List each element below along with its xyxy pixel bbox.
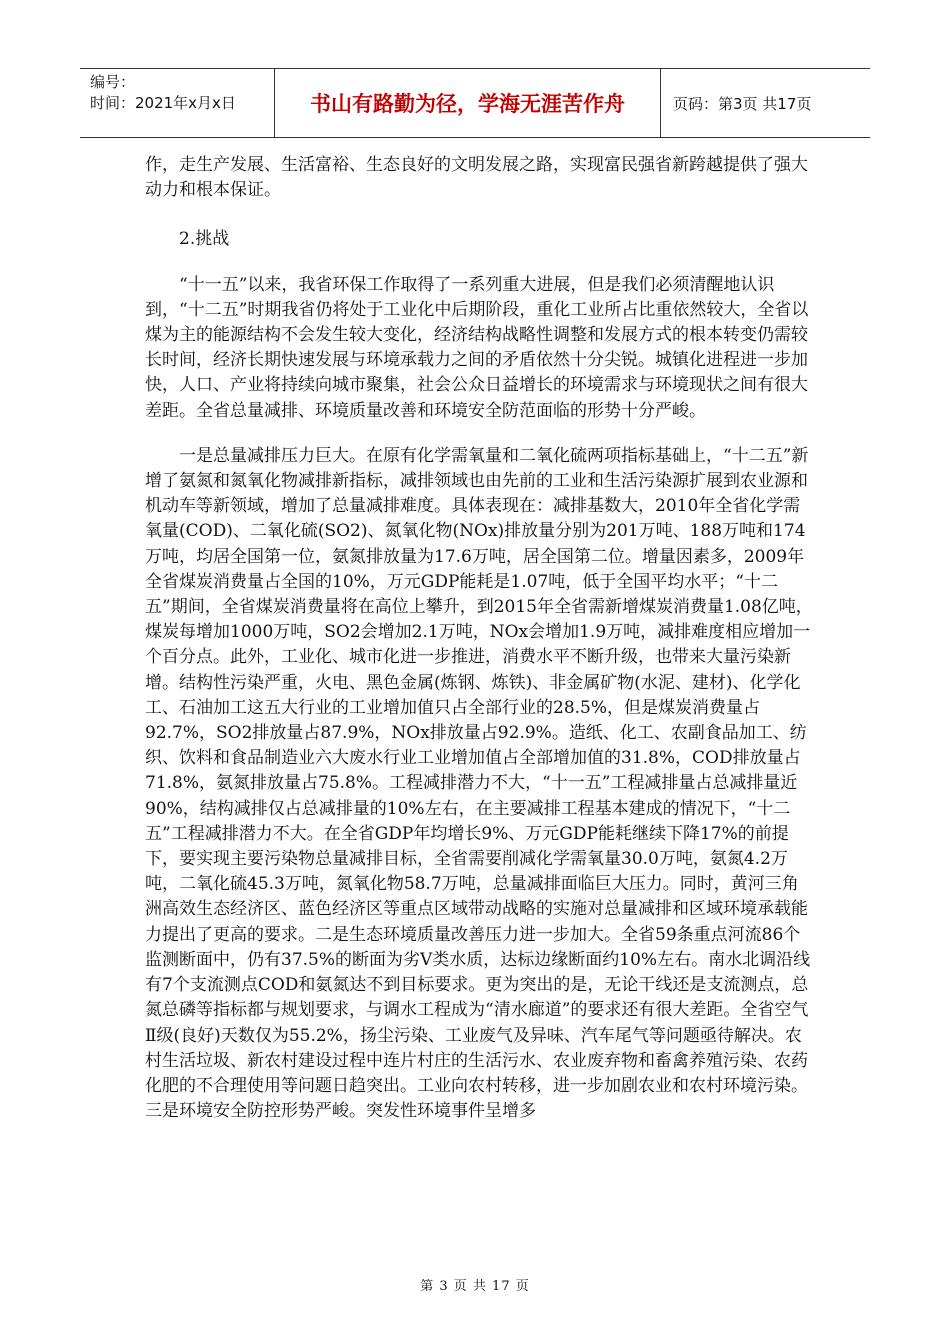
page-footer: 第 3 页 共 17 页 xyxy=(420,1279,530,1294)
paragraph-emission-reduction: 一是总量减排压力巨大。在原有化学需氧量和二氧化硫两项指标基础上，“十二五”新增了氨氮和氮氧化物减排新指标，减排领域也由先前的工业和生活污染源扩展到农业源和机动车等新领域，增加了总量减排难度。具体表现在：减排基数大，2010年全省化学需氧量(COD)、二氧化硫(SO2)、氮氧化物(NOx)排放量分别为201万吨、188万吨和174万吨，均居全国第一位，氨氮排放量为17.6万吨，居全国第二位。增量因素多，2009年全省煤炭消费量占全国的10%，万元GDP能耗是1.07吨，低于全国平均水平；“十二五”期间，全省煤炭消费量将在高位上攀升，到2015年全省需新增煤炭消费量1.08亿吨，煤炭每增加1000万吨，SO2会增加2.1万吨，NOx会增加1.9万吨，减排难度相应增加一个百分点。此外，工业化、城市化进一步推进，消费水平不断升级，也带来大量污染新增。结构性污染严重，火电、黑色金属(炼钢、炼铁)、非金属矿物(水泥、建材)、化学化工、石油加工这五大行业的工业增加值只占全部行业的28.5%，但是煤炭消费量占92.7%，SO2排放量占87.9%，NOx排放量占92.9%。造纸、化工、农副食品加工、纺织、饮料和食品制造业六大废水行业工业增加值占全部增加值的31.8%，COD排放量占71.8%，氨氮排放量占75.8%。工程减排潜力不大，“十一五”工程减排量占总减排量近90%，结构减排仅占总减排量的10%左右，在主要减排工程基本建成的情况下，“十二五”工程减排潜力不大。在全省GDP年均增长9%、万元GDP能耗继续下降17%的前提下，要实现主要污染物总量减排目标，全省需要削减化学需氧量30.0万吨，氨氮4.2万吨，二氧化硫45.3万吨，氮氧化物58.7万吨，总量减排面临巨大压力。同时，黄河三角洲高效生态经济区、蓝色经济区等重点区域带动战略的实施对总量减排和区域环境承载能力提出了更高的要求。二是生态环境质量改善压力进一步加大。全省59条重点河流86个监测断面中，仍有37.5%的断面为劣Ⅴ类水质，达标边缘断面约10%左右。南水北调沿线有7个支流测点COD和氨氮达不到目标要求。更为突出的是，无论干线还是支流测点，总氮总磷等指标都与规划要求，与调水工程成为“清水廊道”的要求还有很大差距。全省空气Ⅱ级(良好)天数仅为55.2%，扬尘污染、工业废气及异味、汽车尾气等问题亟待解决。农村生活垃圾、新农村建设过程中连片村庄的生活污水、农业废弃物和畜禽养殖污染、农药化肥的不合理使用等问题日趋突出。工业向农村转移，进一步加剧农业和农村环境污染。三是环境安全防控形势严峻。突发性环境事件呈增多 xyxy=(145,445,813,1122)
page-header xyxy=(80,68,870,138)
paragraph-continued: 作，走生产发展、生活富裕、生态良好的文明发展之路，实现富民强省新跨越提供了强大动力和根本保证。 xyxy=(145,155,808,201)
section-heading: 2.挑战 xyxy=(179,229,230,250)
time-label: 时间：2021年x月x日 xyxy=(90,94,236,112)
header-meta xyxy=(80,69,275,137)
document-body xyxy=(145,153,813,1124)
paragraph-challenges: “十一五”以来，我省环保工作取得了一系列重大进展，但是我们必须清醒地认识到，“十二五”时期我省仍将处于工业化中后期阶段，重化工业所占比重依然较大，全省以煤为主的能源结构不会发生较大变化，经济结构战略性调整和发展方式的根本转变仍需较长时间，经济长期快速发展与环境承载力之间的矛盾依然十分尖锐。城镇化进程进一步加快，人口、产业将持续向城市聚集，社会公众日益增长的环境需求与环境现状之间有很大差距。全省总量减排、环境质量改善和环境安全防范面临的形势十分严峻。 xyxy=(145,274,809,421)
header-motto: 书山有路勤为径，学海无涯苦作舟 xyxy=(275,69,661,137)
number-label: 编号： xyxy=(90,73,136,91)
header-page-info: 页码：第3页 共17页 xyxy=(673,94,812,113)
